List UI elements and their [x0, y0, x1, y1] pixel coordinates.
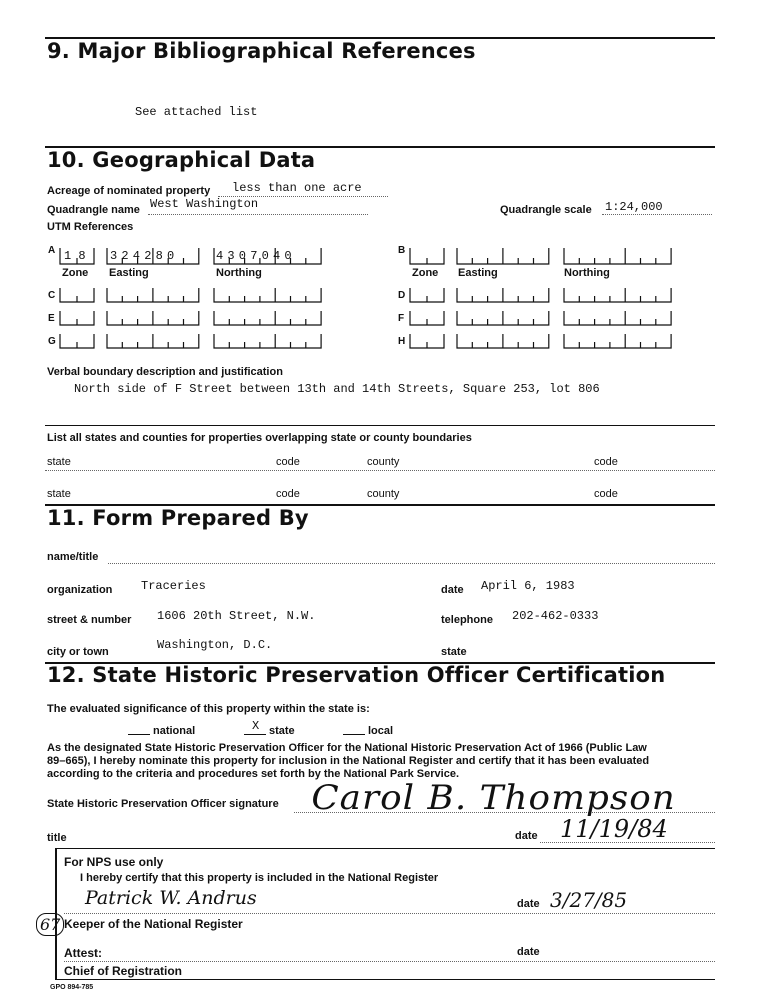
utm-row-letter: B	[398, 245, 406, 256]
utm-zone-label: Zone	[412, 267, 439, 279]
quadrangle-name-value: West Washington	[150, 197, 259, 211]
organization-label: organization	[47, 584, 113, 596]
title-label: title	[47, 832, 67, 844]
utm-row-letter: C	[48, 290, 56, 301]
county-label: county	[367, 488, 400, 500]
section-11-heading: 11. Form Prepared By	[47, 506, 309, 530]
code-label: code	[276, 488, 300, 500]
telephone-label: telephone	[441, 614, 493, 626]
utm-row-letter: G	[48, 336, 56, 347]
street-label: street & number	[47, 614, 132, 626]
shpo-signature: Carol B. Thompson	[311, 778, 676, 818]
shpo-date-label: date	[515, 830, 538, 842]
attest-label: Attest:	[64, 946, 102, 960]
section-10-heading: 10. Geographical Data	[47, 148, 316, 172]
date-value: April 6, 1983	[481, 579, 575, 593]
verbal-boundary-value: North side of F Street between 13th and 14th Streets, Square 253, lot 806	[74, 382, 600, 396]
utm-row-letter: F	[398, 313, 405, 324]
local-label: local	[368, 725, 394, 737]
utm-easting-label: Easting	[109, 267, 149, 279]
shpo-signature-label: State Historic Preservation Officer signature	[47, 798, 279, 810]
state-mark: X	[252, 719, 260, 733]
keeper-signature: Patrick W. Andrus	[85, 887, 257, 909]
state-label: state	[47, 456, 71, 468]
quadrangle-scale-value: 1:24,000	[605, 200, 663, 214]
telephone-value: 202-462-0333	[512, 609, 599, 623]
state-level-label: state	[269, 725, 295, 737]
utm-northing-label: Northing	[564, 267, 610, 279]
utm-a-easting: 3 2 4 2 8 0	[110, 249, 173, 263]
national-label: national	[153, 725, 196, 737]
utm-row-letter: E	[48, 313, 55, 324]
quadrangle-scale-label: Quadrangle scale	[500, 204, 592, 216]
divider	[45, 425, 715, 426]
code-label: code	[594, 456, 618, 468]
nps-box-border	[55, 848, 715, 849]
attest-date-label: date	[517, 946, 540, 958]
verbal-boundary-label: Verbal boundary description and justification	[47, 366, 283, 378]
section-12-heading: 12. State Historic Preservation Officer Certification	[47, 663, 666, 687]
city-label: city or town	[47, 646, 109, 658]
state-label: state	[47, 488, 71, 500]
section-9-heading: 9. Major Bibliographical References	[47, 39, 476, 63]
utm-row-letter: A	[48, 245, 56, 256]
utm-easting-label: Easting	[458, 267, 498, 279]
code-label: code	[594, 488, 618, 500]
date-label: date	[441, 584, 464, 596]
utm-northing-label: Northing	[216, 267, 262, 279]
quadrangle-name-label: Quadrangle name	[47, 204, 140, 216]
state-field-label: state	[441, 646, 467, 658]
overlap-states-label: List all states and counties for properties overlapping state or county boundaries	[47, 432, 472, 444]
utm-references-label: UTM References	[47, 221, 134, 233]
nps-box-border	[55, 979, 715, 980]
keeper-date-label: date	[517, 898, 540, 910]
nps-use-only-label: For NPS use only	[64, 855, 164, 869]
acreage-label: Acreage of nominated property	[47, 185, 211, 197]
county-label: county	[367, 456, 400, 468]
keeper-date: 3/27/85	[550, 888, 628, 912]
keeper-label: Keeper of the National Register	[64, 917, 243, 931]
certification-text: As the designated State Historic Preservation Officer for the National Historic Preservation Act of 1966 (Public Law 89–665), I hereby nominate this property for inclusion in the National Register and certify that it has been evaluated according to the criteria and procedures set forth by the National Park Service.	[47, 742, 650, 780]
gpo-footer: GPO 894-785	[50, 984, 94, 991]
acreage-value: less than one acre	[232, 181, 362, 195]
city-value: Washington, D.C.	[157, 638, 273, 652]
nps-certify-text: I hereby certify that this property is included in the National Register	[80, 872, 439, 884]
chief-registration-label: Chief of Registration	[64, 964, 183, 978]
shpo-date: 11/19/84	[560, 815, 668, 843]
utm-a-zone: 1 8	[64, 249, 86, 263]
utm-zone-label: Zone	[62, 267, 89, 279]
street-value: 1606 20th Street, N.W.	[157, 609, 316, 623]
utm-a-northing: 4 3 0 7 0 4 0	[216, 249, 291, 263]
name-title-label: name/title	[47, 551, 99, 563]
code-label: code	[276, 456, 300, 468]
utm-row-letter: D	[398, 290, 406, 301]
bibliography-text: See attached list	[135, 105, 258, 119]
utm-row-letter: H	[398, 336, 406, 347]
margin-note: 67	[36, 913, 64, 936]
organization-value: Traceries	[141, 579, 206, 593]
significance-label: The evaluated significance of this property within the state is:	[47, 703, 370, 715]
